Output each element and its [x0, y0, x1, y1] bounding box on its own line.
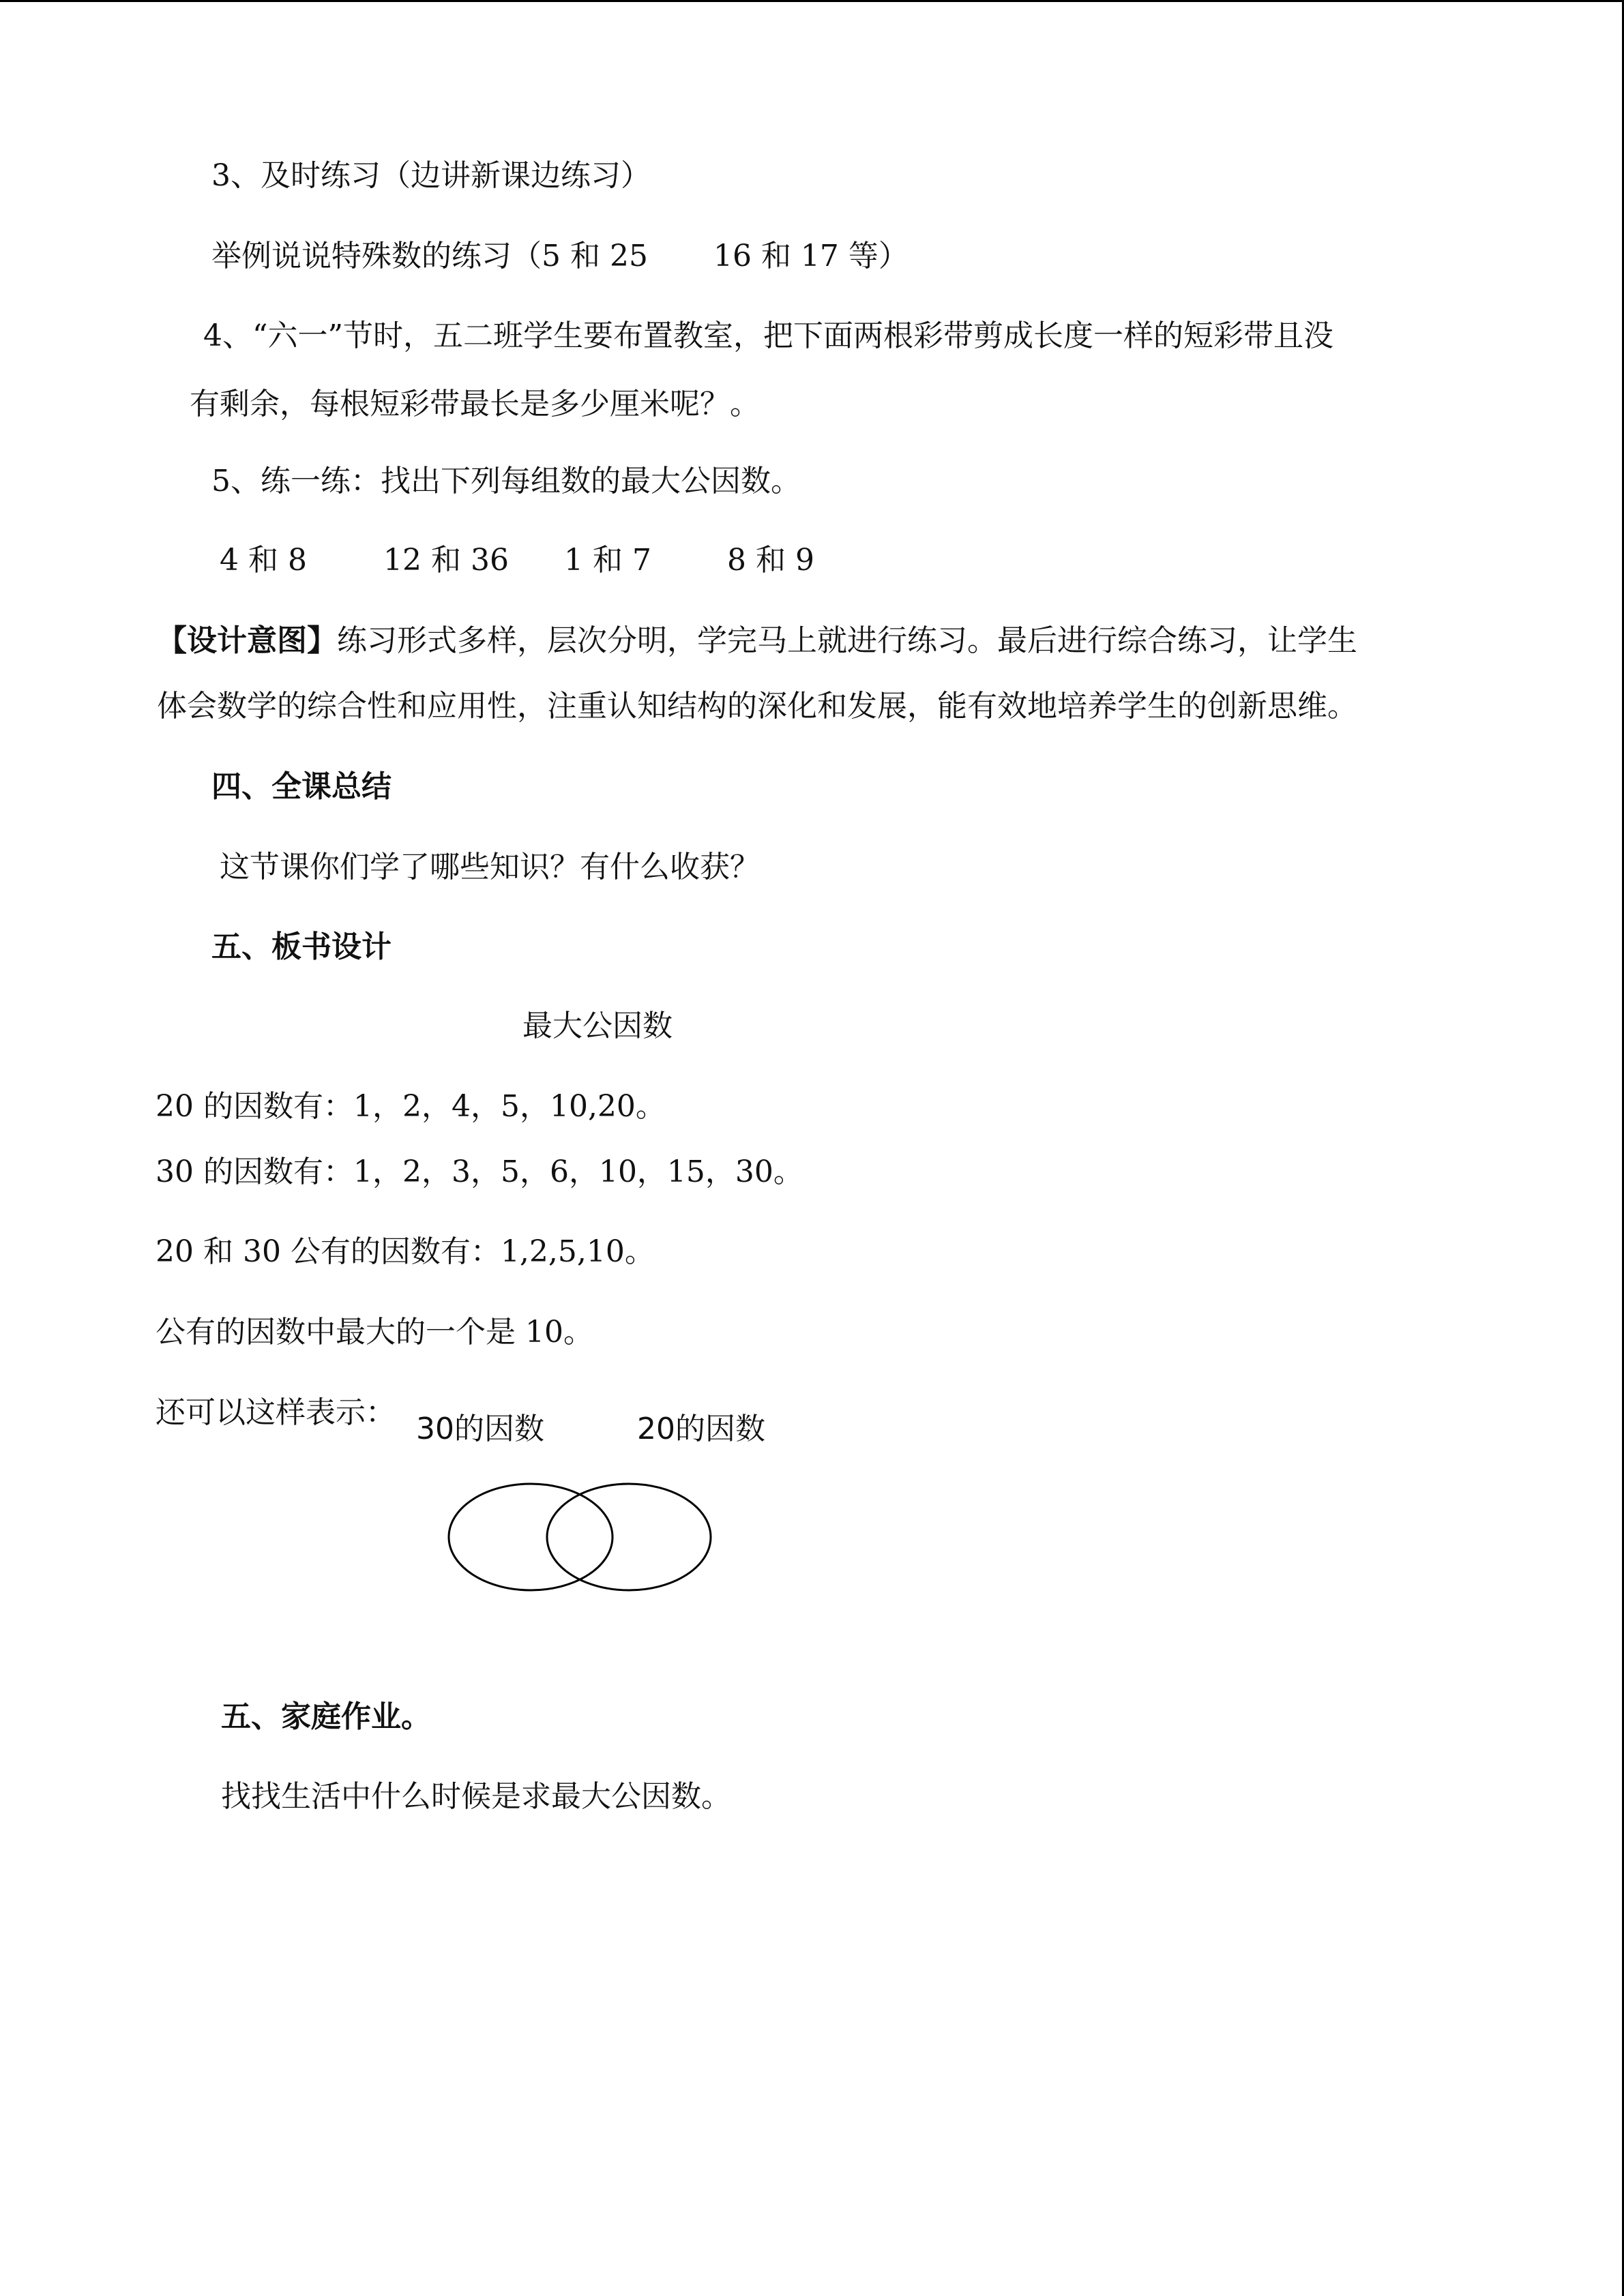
factors-of-30: 30 的因数有：1，2，3，5，6，10，15，30。 [156, 1154, 803, 1189]
special-number-text-b: 16 和 17 等） [713, 239, 909, 273]
exercise-heading-3: 3、及时练习（边讲新课边练习） [211, 158, 651, 193]
number-pair-2: 12 和 36 [383, 543, 509, 578]
design-intent-text-a: 练习形式多样，层次分明，学完马上就进行练习。最后进行综合练习，让学生 [337, 623, 1357, 658]
homework-title: 五、家庭作业。 [221, 1699, 431, 1734]
venn-label-30: 30的因数 [416, 1412, 544, 1446]
design-intent-line-2: 体会数学的综合性和应用性，注重认知结构的深化和发展，能有效地培养学生的创新思维。 [157, 689, 1357, 724]
section-4-title: 四、全课总结 [211, 769, 392, 804]
greatest-common-factor: 公有的因数中最大的一个是 10。 [156, 1315, 593, 1350]
venn-diagram [437, 1473, 723, 1596]
factors-of-20: 20 的因数有：1，2，4，5，10,20。 [156, 1089, 666, 1124]
venn-label-20: 20的因数 [637, 1412, 765, 1446]
ribbon-problem-line-2: 有剩余，每根短彩带最长是多少厘米呢？。 [190, 387, 760, 421]
page-top-border [0, 0, 1624, 2]
exercise-heading-5: 5、练一练：找出下列每组数的最大公因数。 [211, 464, 801, 498]
section-5-title: 五、板书设计 [211, 929, 392, 964]
venn-circle-30 [449, 1484, 612, 1590]
number-pair-1: 4 和 8 [220, 543, 307, 578]
board-title: 最大公因数 [522, 1009, 673, 1043]
alternative-representation: 还可以这样表示： [156, 1395, 396, 1430]
special-number-practice [211, 241, 909, 271]
number-pair-4: 8 和 9 [727, 543, 814, 578]
venn-circle-20 [547, 1484, 711, 1590]
number-pair-3: 1 和 7 [564, 543, 651, 578]
special-number-text-a: 举例说说特殊数的练习（5 和 25 [211, 239, 648, 273]
design-intent-line-1 [157, 623, 1357, 658]
design-intent-label: 【设计意图】 [157, 623, 337, 658]
homework-body: 找找生活中什么时候是求最大公因数。 [221, 1779, 731, 1814]
common-factors: 20 和 30 公有的因数有：1,2,5,10。 [156, 1234, 655, 1269]
ribbon-problem-line-1: 4、“六一”节时，五二班学生要布置教室，把下面两根彩带剪成长度一样的短彩带且没 [203, 318, 1333, 353]
section-4-body: 这节课你们学了哪些知识？有什么收获？ [220, 850, 760, 884]
